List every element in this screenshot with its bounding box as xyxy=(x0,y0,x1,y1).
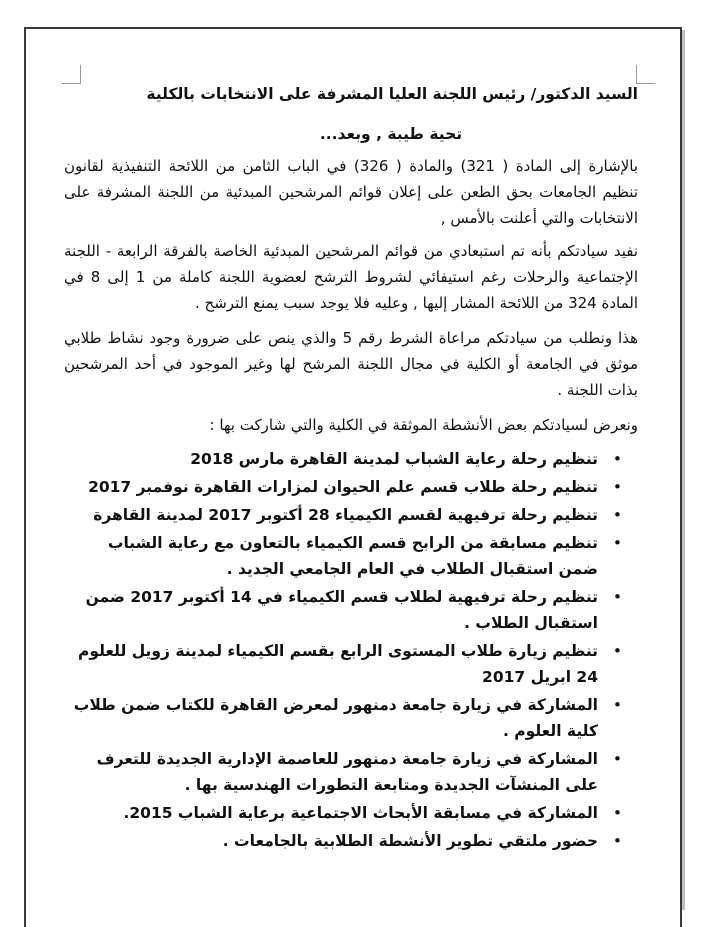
list-item xyxy=(64,800,622,826)
page-shadow xyxy=(682,30,685,910)
list-item xyxy=(64,530,622,582)
list-item-text: المشاركة في زيارة جامعة دمنهور لمعرض القاهرة للكتاب ضمن طلاب كلية العلوم . xyxy=(73,696,598,740)
paragraph-reference: بالإشارة إلى المادة ( 321) والمادة ( 326) في الباب الثامن من اللائحة التنفيذية لقانون تنظيم الجامعات بحق الطعن على إعلان قوائم المرشحين المبدئية من اللجنة المشرفة على الانتخابات والتي أعلنت بالأمس , xyxy=(64,157,638,227)
bullet-icon: • xyxy=(612,804,622,822)
activities-list xyxy=(64,446,638,854)
list-item xyxy=(64,828,622,854)
list-item-text: تنظيم رحلة طلاب قسم علم الحيوان لمزارات القاهرة نوفمبر 2017 xyxy=(88,478,598,496)
list-item xyxy=(64,446,622,472)
greeting-line: تحية طيبة , وبعد... xyxy=(319,125,463,143)
document-body xyxy=(64,81,638,856)
list-item-text: تنظيم رحلة ترفيهية لقسم الكيمياء 28 أكتوبر 2017 لمدينة القاهرة xyxy=(93,506,598,524)
list-item xyxy=(64,474,622,500)
bullet-icon: • xyxy=(612,642,622,660)
list-item-text: تنظيم زيارة طلاب المستوى الرابع بقسم الكيمياء لمدينة زويل للعلوم 24 ابريل 2017 xyxy=(78,642,598,686)
list-item xyxy=(64,502,622,528)
bullet-icon: • xyxy=(612,506,622,524)
list-item-text: المشاركة في زيارة جامعة دمنهور للعاصمة الإدارية الجديدة للتعرف على المنشآت الجديدة ومتابعة التطورات الهندسية بها . xyxy=(96,750,598,794)
bullet-icon: • xyxy=(612,750,622,768)
list-item-text: تنظيم رحلة ترفيهية لطلاب قسم الكيمياء في 14 أكتوبر 2017 ضمن استقبال الطلاب . xyxy=(85,588,598,632)
list-item-text: حضور ملتقي تطوير الأنشطة الطلابية بالجامعات . xyxy=(222,832,598,850)
activities-intro: ونعرض لسيادتكم بعض الأنشطة الموثقة في الكلية والتي شاركت بها : xyxy=(209,416,638,434)
margin-corner-mark-right xyxy=(636,65,655,84)
list-item xyxy=(64,746,622,798)
paragraph-request: هذا ونطلب من سيادتكم مراعاة الشرط رقم 5 والذي ينص على ضرورة وجود نشاط طلابي موثق في الجامعة أو الكلية في مجال اللجنة المرشح لها وغير الموجود في أحد المرشحين بذات اللجنة . xyxy=(64,329,638,399)
bullet-icon: • xyxy=(612,478,622,496)
bullet-icon: • xyxy=(612,450,622,468)
list-item-text: المشاركة في مسابقة الأبحاث الاجتماعية برعاية الشباب 2015. xyxy=(123,804,598,822)
bullet-icon: • xyxy=(612,534,622,552)
paragraph-exclusion: نفيد سيادتكم بأنه تم استبعادي من قوائم المرشحين المبدئية الخاصة بالفرقة الرابعة - اللجنة الإجتماعية والرحلات رغم استيفائي لشروط الترشح لعضوية اللجنة كاملة من 1 إلى 8 في المادة 324 من اللائحة المشار إليها , وعليه فلا يوجد سبب يمنع الترشح . xyxy=(64,242,638,312)
bullet-icon: • xyxy=(612,588,622,606)
bullet-icon: • xyxy=(612,832,622,850)
list-item-text: تنظيم رحلة رعاية الشباب لمدينة القاهرة مارس 2018 xyxy=(190,450,598,468)
list-item xyxy=(64,584,622,636)
salutation-line: السيد الدكتور/ رئيس اللجنة العليا المشرفة على الانتخابات بالكلية xyxy=(146,85,638,103)
list-item-text: تنظيم مسابقة من الرابح قسم الكيمياء بالتعاون مع رعاية الشباب ضمن استقبال الطلاب في العام الجامعي الجديد . xyxy=(107,534,598,578)
list-item xyxy=(64,692,622,744)
list-item xyxy=(64,638,622,690)
bullet-icon: • xyxy=(612,696,622,714)
